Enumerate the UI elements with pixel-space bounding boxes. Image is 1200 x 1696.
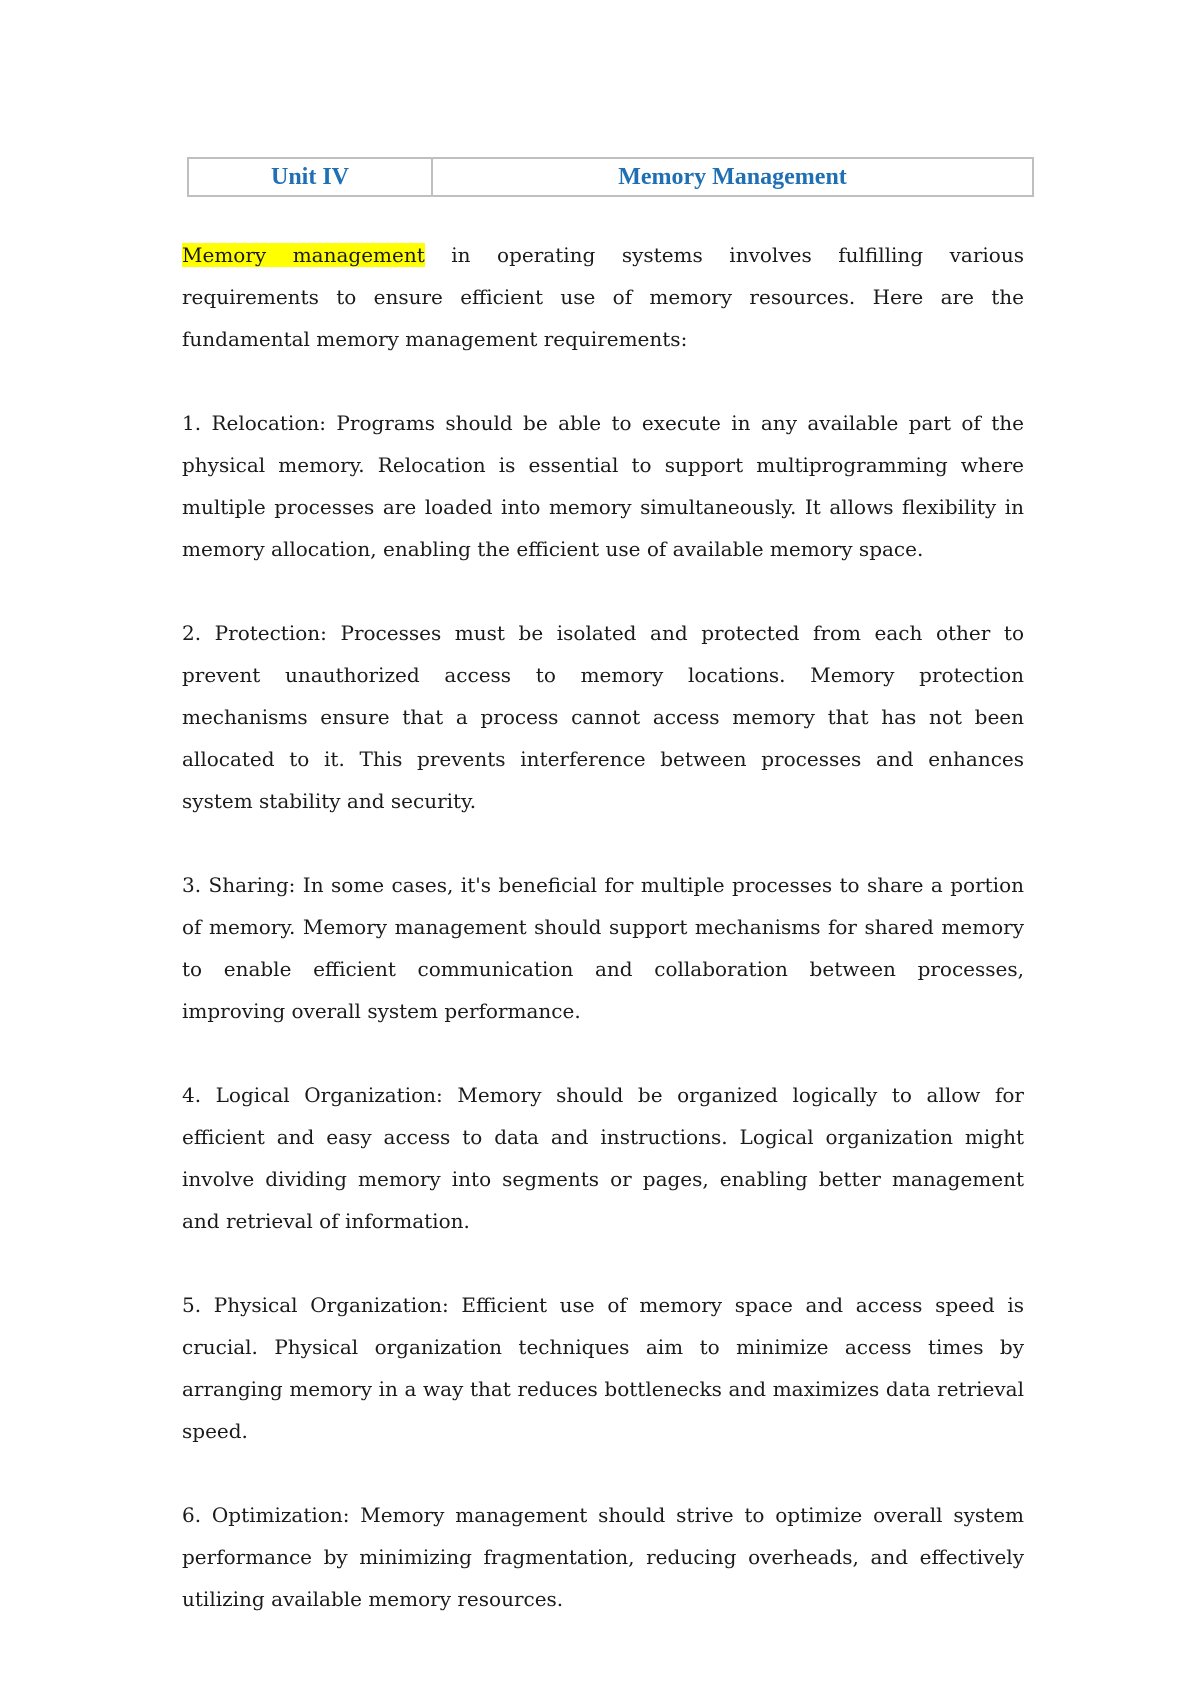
unit-cell: Unit IV [188, 158, 432, 196]
intro-paragraph [182, 234, 1024, 360]
intro-text: in operating systems involves fulfilling various requirements to ensure efficient use of memory resources. Here are the fundamental memory management requirements: [182, 243, 1024, 351]
highlighted-term: Memory management [182, 243, 425, 267]
requirement-relocation: 1. Relocation: Programs should be able to execute in any available part of the physical memory. Relocation is essential to support multiprogramming where multiple processes are loaded into memory simultaneously. It allows flexibility in memory allocation, enabling the efficient use of available memory space. [182, 411, 1024, 561]
requirement-logical-organization: 4. Logical Organization: Memory should be organized logically to allow for efficient and easy access to data and instructions. Logical organization might involve dividing memory into segments or pages, enabling better management and retrieval of information. [182, 1083, 1024, 1233]
requirement-physical-organization: 5. Physical Organization: Efficient use of memory space and access speed is crucial. Physical organization techniques aim to minimize access times by arranging memory in a way that reduces bottlenecks and maximizes data retrieval speed. [182, 1293, 1024, 1443]
header-row [188, 158, 1033, 196]
requirement-protection: 2. Protection: Processes must be isolated and protected from each other to prevent unauthorized access to memory locations. Memory protection mechanisms ensure that a process cannot access memory that has not been allocated to it. This prevents interference between processes and enhances system stability and security. [182, 621, 1024, 813]
header-table [187, 157, 1034, 197]
title-cell: Memory Management [432, 158, 1033, 196]
requirement-sharing: 3. Sharing: In some cases, it's beneficial for multiple processes to share a portion of memory. Memory management should support mechanisms for shared memory to enable efficient communication and collaboration between processes, improving overall system performance. [182, 873, 1024, 1023]
requirement-optimization: 6. Optimization: Memory management should strive to optimize overall system performance by minimizing fragmentation, reducing overheads, and effectively utilizing available memory resources. [182, 1503, 1024, 1611]
document-body [182, 234, 1024, 1662]
